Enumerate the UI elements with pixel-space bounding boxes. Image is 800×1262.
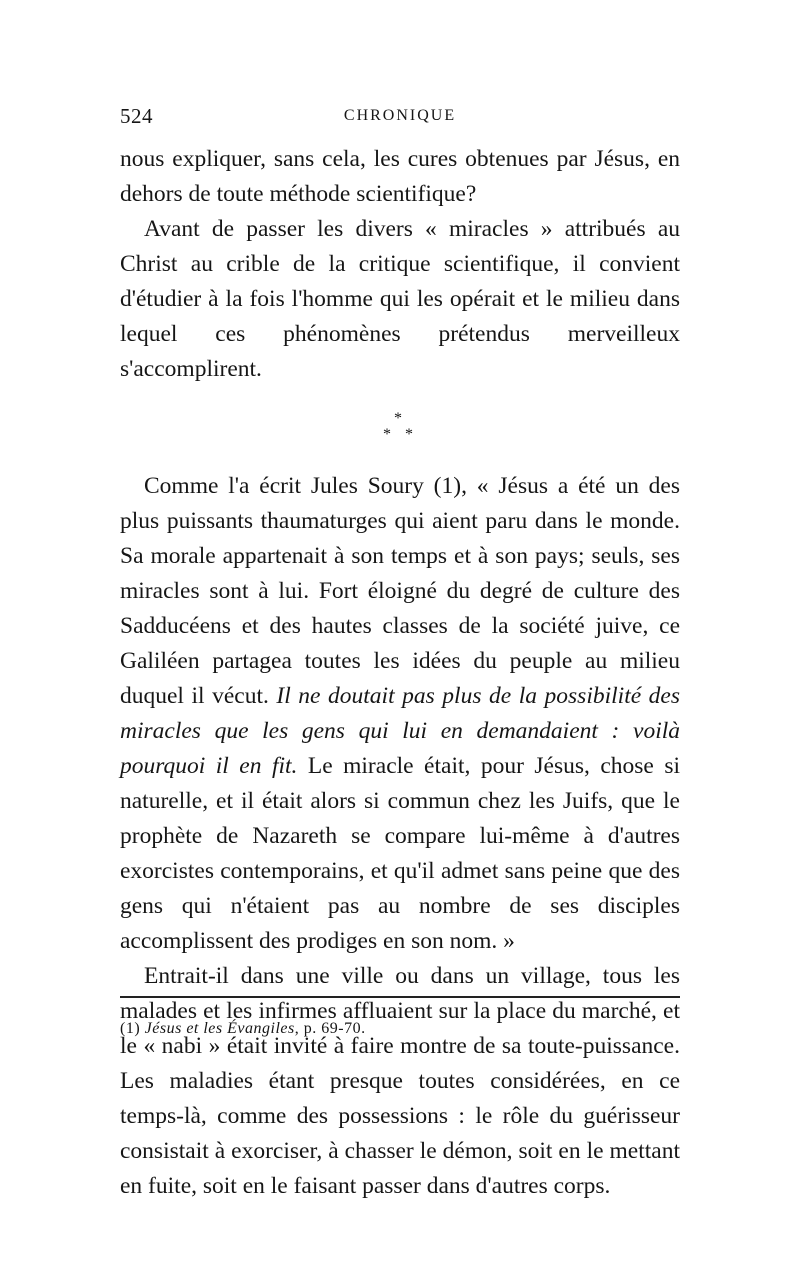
footnote-divider — [120, 996, 680, 998]
page-number: 524 — [120, 104, 153, 128]
footnote — [120, 1018, 680, 1040]
quote-italic-passage: Il ne doutait pas plus de la possibilité des miracles que les gens qui lui en demandaient : voilà pourquoi il en fit. — [120, 683, 681, 779]
paragraph-intro: Avant de passer les divers « miracles » attribués au Christ au crible de la critique scientifique, il convient d'étudier à la fois l'homme qui les opérait et le milieu dans lequel ces phénomènes prétendus merveilleux s'accomplirent. — [120, 216, 680, 382]
asterism-separator — [380, 405, 420, 455]
running-head: CHRONIQUE — [343, 107, 457, 124]
asterisk-top: * — [394, 410, 402, 427]
page-header — [120, 104, 680, 130]
quote-text-end: Le miracle était, pour Jésus, chose si naturelle, et il était alors si commun chez les Juifs, que le prophète de Nazareth se compare lui-même à d'autres exorcistes contemporains, et qu'il admet sans peine que des gens qui n'étaient pas au nombre de ses disciples accomplissent des prodiges en son nom. » — [120, 753, 680, 954]
paragraph-soury-quote — [120, 469, 680, 959]
asterisk-left: * — [383, 426, 391, 443]
footnote-marker: (1) — [120, 1020, 141, 1037]
main-text — [120, 142, 680, 1204]
paragraph-healer: Entrait-il dans une ville ou dans un village, tous les malades et les infirmes affluaient sur la place du marché, et le « nabi » était invité à faire montre de sa toute-puissance. Les maladies étant presque toutes considérées, en ce temps-là, comme des possessions : le rôle du guérisseur consistait à exorciser, à chasser le démon, soit en le mettant en fuite, soit en le faisant passer dans d'autres corps. — [120, 963, 680, 1199]
asterisk-right: * — [405, 426, 413, 443]
footnote-title: Jésus et les Évangiles — [144, 1020, 295, 1037]
paragraph-continuation: nous expliquer, sans cela, les cures obtenues par Jésus, en dehors de toute méthode scientifique? — [120, 146, 680, 207]
quote-text-start: Comme l'a écrit Jules Soury (1), « Jésus a été un des plus puissants thaumaturges qui aient paru dans le monde. Sa morale appartenait à son temps et à son pays; seuls, ses miracles sont à lui. Fort éloigné du degré de culture des Sadducéens et des hautes classes de la société juive, ce Galiléen partagea toutes les idées du peuple au milieu duquel il vécut. — [120, 473, 680, 709]
footnote-pages: , p. 69-70. — [294, 1020, 366, 1037]
